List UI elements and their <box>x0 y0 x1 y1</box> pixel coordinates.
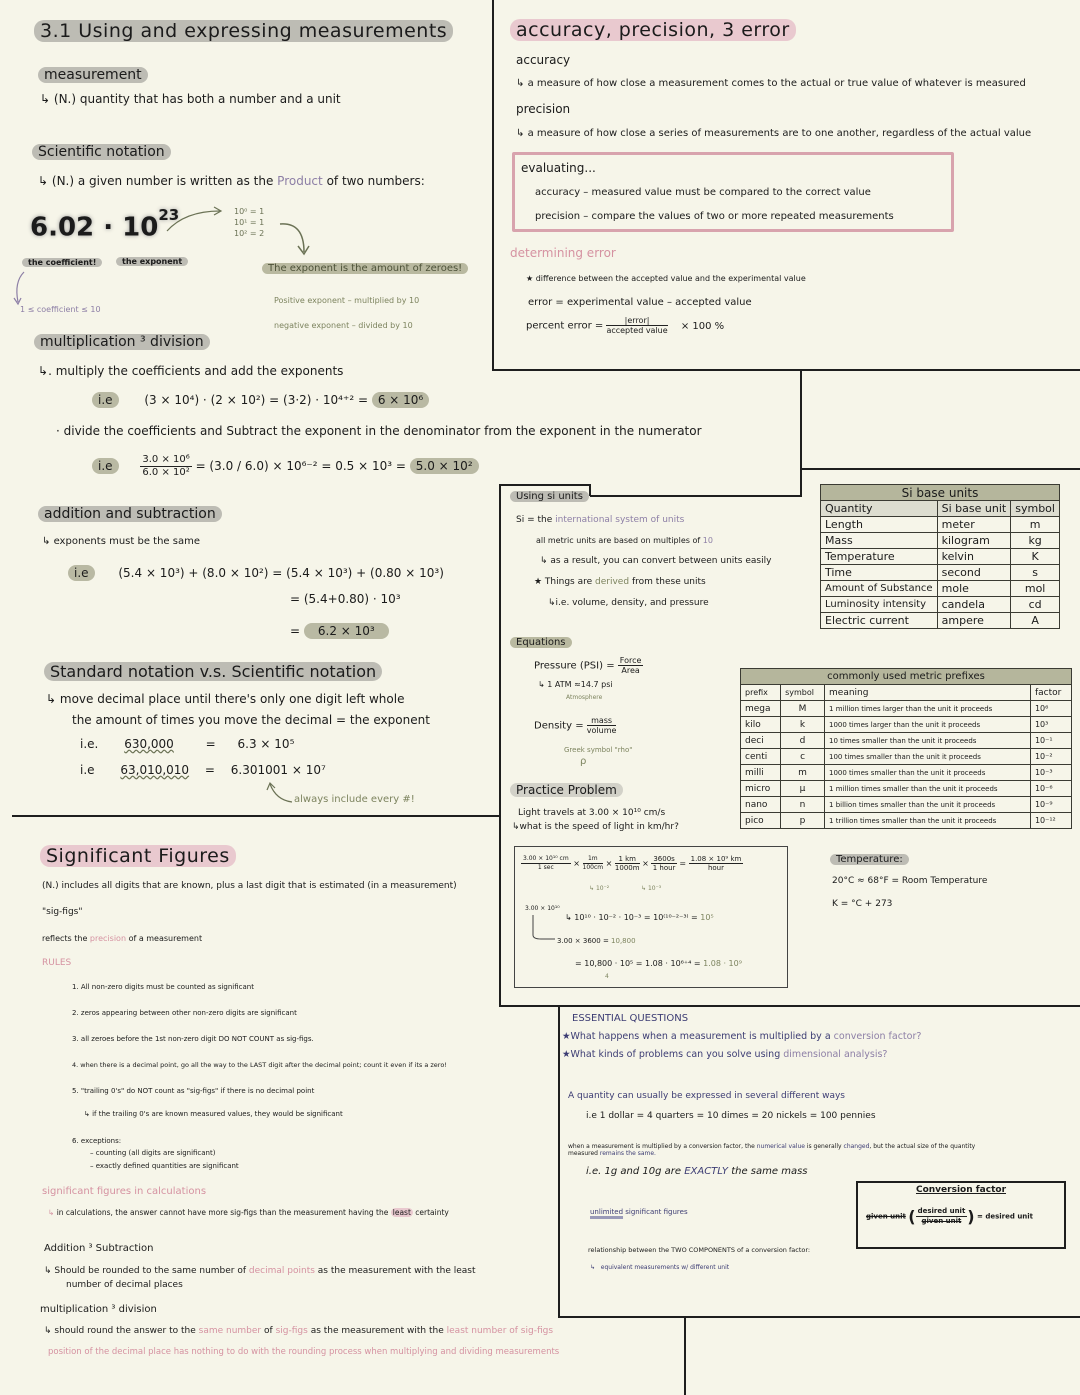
std-example1: 630,000 <box>124 737 174 751</box>
divider-conv-left <box>558 1005 560 1317</box>
unit-cell: ampere <box>937 613 1011 629</box>
multiplied-line2a: measured <box>568 1150 598 1157</box>
div-example: = (3.0 / 6.0) × 10⁶⁻² = 0.5 × 10³ = <box>195 459 406 473</box>
reflects-pre: reflects the <box>42 934 88 943</box>
example-coefficient: 6.02 <box>30 212 95 243</box>
work-factor1-den: 1 sec <box>537 864 554 871</box>
muldiv-pre: should round the answer to the <box>54 1326 196 1336</box>
symbol-cell: s <box>1011 565 1060 581</box>
rule-2: 2. zeros appearing between other non-zero digits are significant <box>72 1009 297 1017</box>
accuracy-def: a measure of how close a measurement comes to the actual or true value of whatever is measured <box>527 78 1026 89</box>
work-step2: 3.00 × 3600 = <box>557 937 609 945</box>
divider-si-bottom <box>499 1005 1080 1007</box>
quantity-cell: Electric current <box>821 613 938 629</box>
conversion-factor-box: Conversion factor given unit ( $\frac{\text{desired unit}}{\text{given unit}}$ ) = desired unit <box>856 1181 1066 1249</box>
muldiv-highlight-2: sig-figs <box>275 1326 308 1336</box>
box-denominator: given unit <box>921 1217 962 1225</box>
ie-badge: i.e <box>92 392 119 408</box>
factor-cell: 10³ <box>1030 717 1071 733</box>
arrow-down-curve-icon <box>10 268 30 308</box>
arrow-up-curve-icon <box>266 780 296 806</box>
ie-badge: i.e <box>92 458 119 474</box>
symbol-cell: K <box>1011 549 1060 565</box>
metric-prefixes-table <box>740 668 1072 829</box>
table-row <box>741 717 1072 733</box>
add-sub-line1: (5.4 × 10³) + (8.0 × 10²) = (5.4 × 10³) + (0.80 × 10³) <box>118 566 444 580</box>
mult-example: (3 × 10⁴) · (2 × 10²) = (3·2) · 10⁴⁺² = <box>144 393 368 407</box>
work-factor1-num: 3.00 × 10¹⁰ cm <box>523 855 569 862</box>
work-step1: 10¹⁰ · 10⁻² · 10⁻³ = 10⁽¹⁰⁻²⁻³⁾ = <box>574 913 698 922</box>
symbol-cell: c <box>781 749 825 765</box>
arrow-icon: ↳ <box>590 1264 596 1271</box>
table-row <box>741 749 1072 765</box>
arrow-icon: ↳ <box>38 364 49 378</box>
sci-def-highlight: Product <box>277 174 323 188</box>
symbol-cell: m <box>781 765 825 781</box>
equals-sign: = <box>205 737 216 751</box>
rho-symbol: ρ <box>580 756 587 767</box>
percent-error-numerator: |error| <box>606 316 667 326</box>
sci-def-post: of two numbers: <box>326 174 425 188</box>
example-base: 10 <box>122 212 159 243</box>
equals-sign: = <box>290 624 301 638</box>
mass-post: the same mass <box>731 1166 808 1177</box>
muldiv-mid-1: of <box>264 1326 273 1336</box>
addsub-pre: Should be rounded to the same number of <box>54 1266 247 1276</box>
meaning-cell: 1000 times larger than the unit it proceeds <box>825 717 1031 733</box>
arrow-icon: ↳ <box>44 1326 52 1336</box>
reflects-highlight: precision <box>89 934 127 943</box>
add-sub-line2: = (5.4+0.80) · 10³ <box>290 592 401 606</box>
work-factor2-den: 100cm <box>582 864 604 871</box>
derived-post: from these units <box>631 577 706 587</box>
accuracy-heading: accuracy <box>516 53 571 67</box>
arrow-down-icon <box>278 218 313 256</box>
divider-accuracy-bottom <box>492 369 1080 371</box>
conversion-box-title: Conversion factor <box>915 1185 1007 1195</box>
symbol-cell: k <box>781 717 825 733</box>
table-row <box>741 765 1072 781</box>
rule-6-b: – exactly defined quantities are significant <box>90 1162 239 1170</box>
arrow-down-right-icon <box>529 913 559 943</box>
precision-heading: precision <box>516 102 571 116</box>
box-given-unit: given unit <box>866 1212 906 1221</box>
table-header: symbol <box>1011 501 1060 517</box>
equals-sign: = <box>204 763 215 777</box>
arrow-icon: ↳ <box>516 128 525 139</box>
power-2: 10² = 2 <box>234 229 265 238</box>
meaning-cell: 1 million times larger than the unit it proceeds <box>825 701 1031 717</box>
atm-value: 1 ATM ≈14.7 psi <box>547 680 613 689</box>
table-header: meaning <box>825 685 1031 701</box>
example-exponent: 23 <box>158 206 180 224</box>
divider-si-tab <box>500 484 590 486</box>
measurement-definition: (N.) quantity that has both a number and a unit <box>53 92 341 106</box>
work-factor3-num: 1 km <box>615 855 640 864</box>
factor-cell: 10⁶ <box>1030 701 1071 717</box>
quantity-cell: Temperature <box>821 549 938 565</box>
table-row <box>821 533 1060 549</box>
page-title: 3.1 Using and expressing measurements <box>34 20 453 42</box>
factor-cell: 10⁻⁶ <box>1030 781 1071 797</box>
table-row <box>741 733 1072 749</box>
rule-6-heading: 6. exceptions: <box>72 1137 122 1145</box>
meaning-cell: 1 trillion times smaller than the unit it proceeds <box>825 813 1031 829</box>
equations-heading: Equations <box>510 637 572 648</box>
divider-left-bottom <box>12 815 500 817</box>
practice-heading: Practice Problem <box>510 783 623 797</box>
si-base-units-table <box>820 484 1060 629</box>
rule-5: 5. "trailing 0's" do NOT count as "sig-figs" if there is no decimal point <box>72 1087 315 1095</box>
arrow-icon: ↳ <box>538 680 545 689</box>
addsub-highlight: decimal points <box>248 1266 315 1276</box>
multiplied-highlight-2: changed <box>843 1143 870 1150</box>
table-header: Si base unit <box>937 501 1011 517</box>
unit-cell: second <box>937 565 1011 581</box>
symbol-cell: mol <box>1011 581 1060 597</box>
quantity-cell: Time <box>821 565 938 581</box>
work-factor4-den: 1 hour <box>652 864 676 872</box>
table-row <box>741 701 1072 717</box>
always-include-note: always include every #! <box>294 794 415 805</box>
divider-accuracy-left <box>492 0 494 370</box>
coefficient-range: 1 ≤ coefficient ≤ 10 <box>20 305 101 314</box>
work-count: 4 <box>605 973 609 980</box>
box-numerator: desired unit <box>917 1207 966 1215</box>
table-row <box>741 813 1072 829</box>
mass-pre: i.e. 1g and 10g are <box>586 1166 681 1177</box>
divider-conv-bottom <box>558 1316 1080 1318</box>
divider-si-left <box>499 484 501 1006</box>
divider-si-tab-right <box>589 484 591 496</box>
prefix-cell: deci <box>741 733 781 749</box>
arrow-icon: ↳ <box>42 536 51 547</box>
coefficient-label: the coefficient! <box>22 258 102 267</box>
factor-cell: 10⁻¹² <box>1030 813 1071 829</box>
question-2: ★What kinds of problems can you solve using <box>562 1049 781 1060</box>
sci-example1: 6.3 × 10⁵ <box>237 737 295 751</box>
factor-cell: 10⁻³ <box>1030 765 1071 781</box>
std-vs-sci-heading: Standard notation v.s. Scientific notation <box>44 662 382 681</box>
unit-cell: kilogram <box>937 533 1011 549</box>
rule-3: 3. all zeroes before the 1st non-zero digit DO NOT COUNT as sig-figs. <box>72 1035 314 1043</box>
unit-cell: mole <box>937 581 1011 597</box>
meaning-cell: 1 million times smaller than the unit it proceeds <box>825 781 1031 797</box>
temperature-kelvin: K = °C + 273 <box>832 899 893 909</box>
quantity-cell: Luminosity intensity <box>821 597 938 613</box>
divider-baseunits-top <box>800 468 1080 470</box>
arrow-icon: ↳ <box>540 556 548 566</box>
sig-figs-title: Significant Figures <box>40 845 236 867</box>
question-1: ★What happens when a measurement is multiplied by a <box>562 1031 831 1042</box>
calc-heading: significant figures in calculations <box>42 1186 207 1197</box>
rule-5-sub: if the trailing 0's are known measured values, they would be significant <box>92 1110 343 1118</box>
negative-exponent-note: negative exponent – divided by 10 <box>274 321 413 330</box>
add-sub-rule: exponents must be the same <box>53 536 200 547</box>
divider-bottom-right <box>684 1316 686 1395</box>
calc-pre: in calculations, the answer cannot have more sig-figs than the measurement having the <box>56 1208 389 1217</box>
table-row <box>741 781 1072 797</box>
table-caption: Si base units <box>821 485 1060 501</box>
mult-answer: 6 × 10⁶ <box>372 392 429 408</box>
unit-cell: candela <box>937 597 1011 613</box>
divider-si-top <box>590 495 802 497</box>
muldiv-heading: multiplication ³ division <box>40 1304 157 1315</box>
divider-muldiv-right <box>800 370 802 496</box>
temperature-heading: Temperature: <box>830 854 909 865</box>
meaning-cell: 1 billion times smaller than the unit it proceeds <box>825 797 1031 813</box>
rules-heading: RULES <box>42 958 72 968</box>
essential-questions-heading: ESSENTIAL QUESTIONS <box>572 1013 689 1024</box>
evaluating-box <box>512 152 954 232</box>
ie-label: i.e <box>80 763 95 777</box>
arrow-icon: ↳ <box>46 692 57 706</box>
table-row <box>821 613 1060 629</box>
arrow-icon: ↳ <box>84 1110 90 1118</box>
percent-error-denominator: accepted value <box>606 326 668 335</box>
power-1: 10¹ = 1 <box>234 218 265 227</box>
arrow-icon: ↳ <box>44 1266 52 1276</box>
arrow-icon: ↳ <box>40 92 51 106</box>
prefix-cell: mega <box>741 701 781 717</box>
mass-highlight: EXACTLY <box>684 1166 729 1177</box>
si-def-pre: Si = the <box>516 515 553 525</box>
table-row <box>821 549 1060 565</box>
div-rule: · divide the coefficients and Subtract the exponent in the denominator from the exponent in the numerator <box>56 424 702 438</box>
table-header: symbol <box>781 685 825 701</box>
std-rule2: the amount of times you move the decimal = the exponent <box>72 713 430 727</box>
sig-figs-nickname: "sig-figs" <box>42 907 83 917</box>
multiplied-post: , but the actual size of the quantity <box>869 1143 976 1150</box>
addsub-heading: Addition ³ Subtraction <box>44 1243 154 1254</box>
table-header: factor <box>1030 685 1071 701</box>
work-factor4-num: 3600s <box>653 855 675 863</box>
table-row <box>821 517 1060 533</box>
calc-post: certainty <box>415 1208 449 1217</box>
symbol-cell: m <box>1011 517 1060 533</box>
unlimited-post: significant figures <box>625 1208 688 1216</box>
percent-error-tail: × 100 % <box>680 320 725 332</box>
density-numerator: mass <box>587 716 617 726</box>
arrow-icon: ↳ <box>512 822 520 832</box>
quantity-cell: Mass <box>821 533 938 549</box>
quantity-cell: Length <box>821 517 938 533</box>
arrow-icon: ↳ <box>38 174 49 188</box>
determining-error-heading: determining error <box>510 246 616 260</box>
prefix-cell: centi <box>741 749 781 765</box>
multiplied-pre: when a measurement is multiplied by a conversion factor, the <box>568 1143 755 1150</box>
question-1-highlight: conversion factor? <box>833 1031 922 1042</box>
table-header: Quantity <box>821 501 938 517</box>
symbol-cell: μ <box>781 781 825 797</box>
table-row <box>821 597 1060 613</box>
reflects-post: of a measurement <box>128 934 203 943</box>
pressure-numerator: Force <box>619 656 642 665</box>
si-def-highlight: international system of units <box>555 515 685 525</box>
div-denominator: 6.0 × 10² <box>142 467 190 478</box>
prefix-cell: kilo <box>741 717 781 733</box>
evaluating-heading: evaluating... <box>521 161 596 175</box>
arrow-icon: ↳ <box>48 1208 55 1217</box>
prefix-cell: nano <box>741 797 781 813</box>
work-result-den: hour <box>707 864 724 872</box>
factor-cell: 10⁻⁹ <box>1030 797 1071 813</box>
exponent-callout: The exponent is the amount of zeroes! <box>262 263 468 274</box>
si-units-heading: Using si units <box>510 491 589 502</box>
rule-6-a: – counting (all digits are significant) <box>90 1149 216 1157</box>
multiplied-highlight-1: numerical value <box>756 1143 805 1150</box>
factor-cell: 10⁻² <box>1030 749 1071 765</box>
accuracy-title: accuracy, precision, 3 error <box>510 19 796 41</box>
symbol-cell: p <box>781 813 825 829</box>
example-dot: · <box>103 212 114 243</box>
addsub-post: as the measurement with the least <box>317 1266 476 1276</box>
practice-work-box: $\frac{\text{3.00 × 10¹⁰ cm}}{1 \sec}$ × $\frac{1m}{100cm}$ × $\frac{1 km}{1000m}$ × $\frac{3600s}{\text{1 hour}}$ = $\frac{\text{1.08 × 10⁹ km}}{\text{hour}}$ ↳ 10⁻² ↳ 10⁻³ 3.00 × 10¹⁰ ↳ 10¹⁰ · 10⁻² · 10⁻³ = 10⁽¹⁰⁻²⁻³⁾ = 10⁵ 3.00 × 3600 = 10,800 = 10,800 · 10⁵ = 1.08 · 10⁶⁺⁴ = 1.08 · 10⁹ 4 <box>514 846 788 988</box>
relationship-sub: equivalent measurements w/ different unit <box>600 1264 730 1271</box>
precision-def: a measure of how close a series of measurements are to one another, regardless of the actual value <box>527 128 1032 139</box>
quantity-statement: A quantity can usually be expressed in several different ways <box>568 1091 845 1101</box>
muldiv-highlight-1: same number <box>198 1326 262 1336</box>
coins-example: i.e 1 dollar = 4 quarters = 10 dimes = 20 nickels = 100 pennies <box>586 1111 876 1121</box>
box-result: = desired unit <box>977 1212 1034 1221</box>
sci-example <box>30 206 180 243</box>
rule-1: 1. All non-zero digits must be counted as significant <box>72 983 254 991</box>
derived-highlight: derived <box>595 577 630 587</box>
mult-rule: . multiply the coefficients and add the exponents <box>48 364 344 378</box>
symbol-cell: cd <box>1011 597 1060 613</box>
mult-div-heading: multiplication ³ division <box>34 334 210 350</box>
std-rule1: move decimal place until there's only one digit left whole <box>59 692 405 706</box>
quantity-cell: Amount of Substance <box>821 581 938 597</box>
ie-label: i.e. <box>80 737 99 751</box>
symbol-cell: A <box>1011 613 1060 629</box>
add-sub-answer: 6.2 × 10³ <box>304 623 389 639</box>
atm-note: Atmosphere <box>566 694 603 701</box>
add-sub-heading: addition and subtraction <box>38 506 222 522</box>
work-step3: = 10,800 · 10⁵ = 1.08 · 10⁶⁺⁴ = <box>575 959 701 968</box>
work-note2: 10⁻³ <box>647 885 662 892</box>
div-numerator: 3.0 × 10⁶ <box>142 454 190 465</box>
practice-question-1: Light travels at 3.00 × 10¹⁰ cm/s <box>518 808 666 818</box>
evaluating-precision: precision – compare the values of two or more repeated measurements <box>535 211 894 222</box>
pressure-label: Pressure (PSI) = <box>534 660 615 672</box>
unit-cell: kelvin <box>937 549 1011 565</box>
metric-highlight: 10 <box>702 536 713 545</box>
symbol-cell: M <box>781 701 825 717</box>
work-step1-answer: 10⁵ <box>700 913 714 922</box>
pressure-denominator: Area <box>621 666 640 675</box>
addsub-cont: number of decimal places <box>66 1280 183 1290</box>
derived-pre: ★ Things are <box>534 577 593 587</box>
arrow-curve-icon <box>165 205 225 235</box>
table-caption: commonly used metric prefixes <box>741 669 1072 685</box>
work-result-num: 1.08 × 10⁹ km <box>690 855 742 863</box>
std-example2: 63,010,010 <box>120 763 190 777</box>
work-note1: 10⁻² <box>595 885 610 892</box>
table-row <box>741 797 1072 813</box>
sci-notation-heading: Scientific notation <box>32 144 171 160</box>
work-factor2-num: 1m <box>583 855 604 864</box>
sig-figs-definition: (N.) includes all digits that are known, plus a last digit that is estimated (in a measurement) <box>42 881 457 891</box>
work-start: 3.00 × 10¹⁰ <box>525 905 560 912</box>
error-definition: ★ difference between the accepted value and the experimental value <box>526 274 806 283</box>
percent-error-label: percent error = <box>526 320 604 332</box>
practice-question-2: what is the speed of light in km/hr? <box>519 822 679 832</box>
prefix-cell: micro <box>741 781 781 797</box>
measurement-heading: measurement <box>38 67 148 83</box>
table-header: prefix <box>741 685 781 701</box>
question-2-highlight: dimensional analysis? <box>783 1049 888 1060</box>
table-row <box>821 581 1060 597</box>
positive-exponent-note: Positive exponent – multiplied by 10 <box>274 296 420 305</box>
convert-result: as a result, you can convert between units easily <box>550 556 772 566</box>
work-step3-answer: 1.08 · 10⁹ <box>703 959 742 968</box>
error-formula: error = experimental value – accepted value <box>528 297 752 308</box>
prefix-cell: milli <box>741 765 781 781</box>
sci-def-pre: (N.) a given number is written as the <box>51 174 274 188</box>
unlimited-highlight: unlimited <box>590 1208 624 1216</box>
unit-cell: meter <box>937 517 1011 533</box>
table-row <box>821 565 1060 581</box>
arrow-icon: ↳ <box>516 78 525 89</box>
symbol-cell: d <box>781 733 825 749</box>
sci-example2: 6.301001 × 10⁷ <box>230 763 326 777</box>
ie-badge: i.e <box>68 565 95 581</box>
symbol-cell: kg <box>1011 533 1060 549</box>
multiplied-line2b: remains the same. <box>599 1150 656 1157</box>
muldiv-note: position of the decimal place has nothing to do with the rounding process when multiplying and dividing measurements <box>48 1347 560 1357</box>
arrow-icon: ↳ <box>548 598 556 608</box>
multiplied-mid: is generally <box>806 1143 842 1150</box>
work-step2-answer: 10,800 <box>611 937 636 945</box>
evaluating-accuracy: accuracy – measured value must be compared to the correct value <box>535 187 871 198</box>
temperature-room: 20°C ≈ 68°F = Room Temperature <box>832 876 988 886</box>
calc-highlight: least <box>392 1208 411 1217</box>
symbol-cell: n <box>781 797 825 813</box>
muldiv-mid-2: as the measurement with the <box>310 1326 444 1336</box>
power-0: 10⁰ = 1 <box>234 207 265 216</box>
work-factor3-den: 1000m <box>614 864 640 872</box>
div-answer: 5.0 × 10² <box>410 458 479 474</box>
prefix-cell: pico <box>741 813 781 829</box>
rho-note: Greek symbol "rho" <box>564 746 633 754</box>
meaning-cell: 1000 times smaller than the unit it proceeds <box>825 765 1031 781</box>
muldiv-highlight-3: least number of sig-figs <box>446 1326 554 1336</box>
meaning-cell: 10 times smaller than the unit it proceeds <box>825 733 1031 749</box>
derived-example: i.e. volume, density, and pressure <box>555 598 709 608</box>
metric-pre: all metric units are based on multiples of <box>536 536 701 545</box>
relationship-statement: relationship between the TWO COMPONENTS of a conversion factor: <box>588 1246 811 1254</box>
factor-cell: 10⁻¹ <box>1030 733 1071 749</box>
rule-4: 4. when there is a decimal point, go all the way to the LAST digit after the decimal point; count it even if its a zero! <box>72 1061 447 1069</box>
density-label: Density = <box>534 720 584 732</box>
density-denominator: volume <box>586 726 617 735</box>
exponent-label: the exponent <box>116 257 188 266</box>
meaning-cell: 100 times smaller than the unit it proceeds <box>825 749 1031 765</box>
